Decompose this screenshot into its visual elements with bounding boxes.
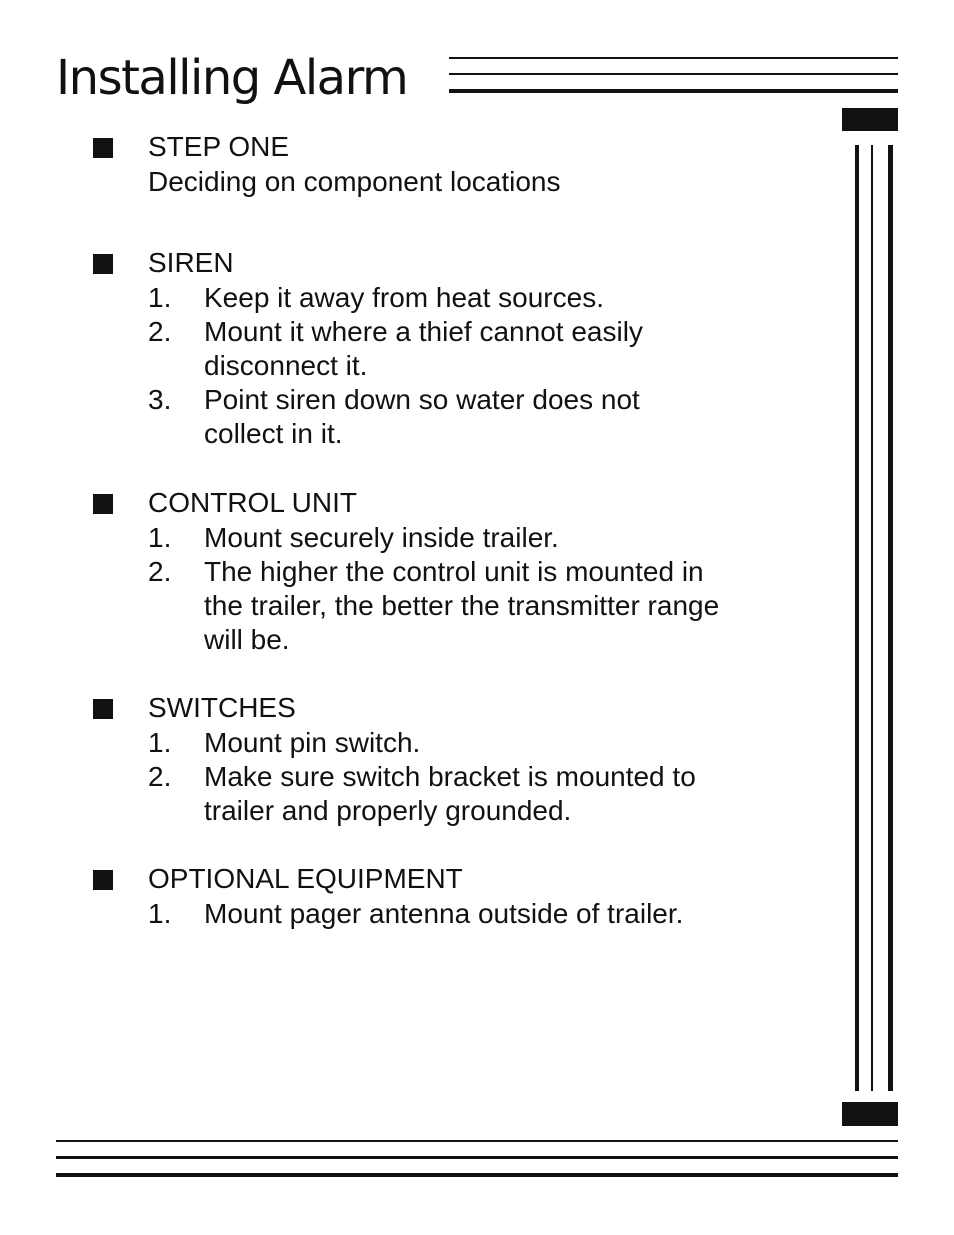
section-switches [92, 691, 792, 828]
bullet-square-icon [93, 870, 113, 890]
corner-block-bottom [842, 1102, 898, 1126]
border-rule [888, 145, 893, 1091]
step-text: Mount securely inside trailer. [204, 521, 559, 553]
section-optional-equipment [92, 862, 792, 931]
list-item [92, 315, 792, 383]
step-text: Mount pin switch. [204, 726, 421, 758]
bullet-square-icon [93, 254, 113, 274]
step-number: 2. [148, 760, 172, 792]
section-title: CONTROL UNIT [148, 487, 357, 518]
list-item [92, 555, 792, 658]
list-item [92, 726, 792, 760]
step-list [92, 521, 792, 658]
border-rule [855, 145, 859, 1091]
section-siren [92, 246, 792, 452]
step-number: 1. [148, 521, 172, 553]
step-text: The higher the control unit is mounted in the trailer, the better the transmitter range will be. [204, 555, 720, 656]
border-rule [871, 145, 873, 1091]
step-list [92, 281, 792, 452]
corner-block-top [842, 108, 898, 131]
section-title: SIREN [148, 247, 234, 278]
footer-rule [56, 1173, 898, 1177]
section-description: Deciding on component locations [148, 165, 561, 197]
bullet-square-icon [93, 494, 113, 514]
list-item [92, 897, 792, 931]
section-title: OPTIONAL EQUIPMENT [148, 863, 463, 894]
section-title: STEP ONE [148, 131, 290, 162]
footer-rule [56, 1156, 898, 1159]
list-item [92, 281, 792, 315]
step-number: 2. [148, 315, 172, 347]
list-item [92, 521, 792, 555]
section-step-one [92, 130, 792, 199]
list-item [92, 383, 792, 451]
step-text: Point siren down so water does not collect in it. [204, 384, 640, 450]
step-text: Make sure switch bracket is mounted to trailer and properly grounded. [204, 760, 696, 826]
list-item [92, 760, 792, 828]
step-number: 2. [148, 555, 172, 587]
bullet-square-icon [93, 138, 113, 158]
section-title: SWITCHES [148, 692, 296, 723]
step-number: 3. [148, 384, 172, 416]
step-list [92, 897, 792, 931]
step-text: Mount it where a thief cannot easily disconnect it. [204, 315, 643, 381]
step-number: 1. [148, 726, 172, 758]
header-rule [449, 73, 898, 75]
step-number: 1. [148, 281, 172, 313]
step-number: 1. [148, 897, 172, 929]
step-text: Keep it away from heat sources. [204, 281, 604, 313]
step-text: Mount pager antenna outside of trailer. [204, 897, 684, 929]
page-title: Installing Alarm [56, 50, 408, 106]
bullet-square-icon [93, 699, 113, 719]
header-rule [449, 57, 898, 59]
step-list [92, 726, 792, 829]
section-control-unit [92, 486, 792, 657]
header-rule [449, 89, 898, 93]
footer-rule [56, 1140, 898, 1142]
